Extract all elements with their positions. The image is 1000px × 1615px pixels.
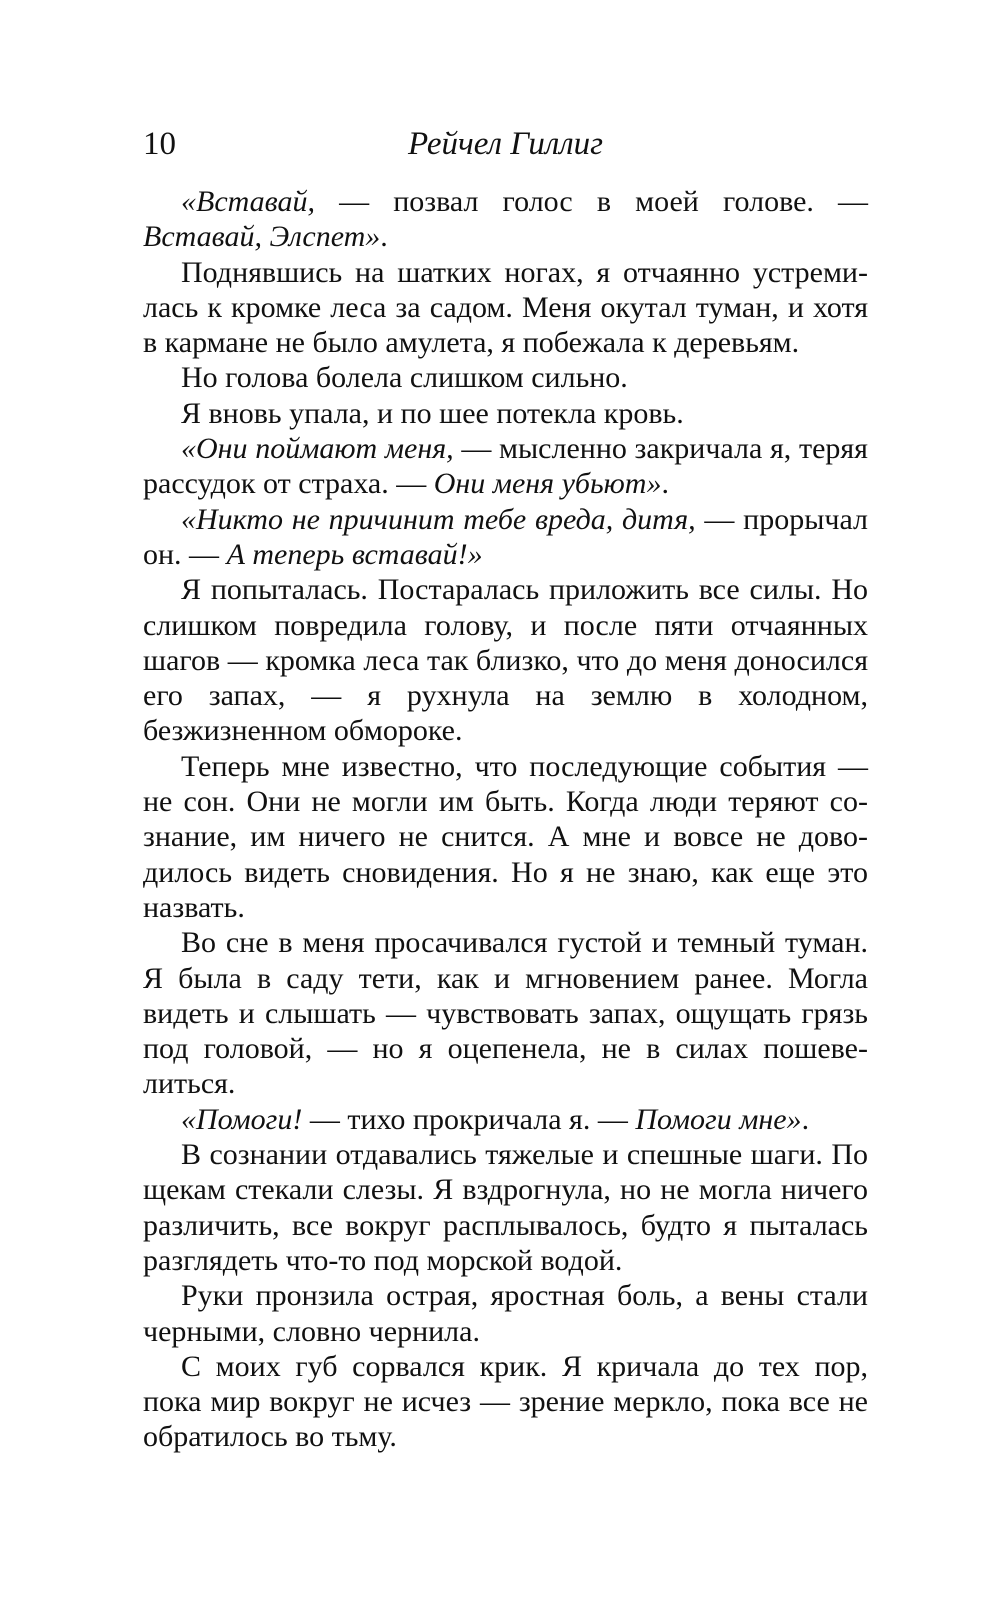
- paragraph: [143, 1137, 868, 1278]
- paragraph: [143, 431, 868, 502]
- italic-text-segment: А теперь вставай!»: [226, 537, 483, 571]
- paragraph: [143, 925, 868, 1101]
- running-title: Рейчел Гиллиг: [407, 126, 604, 162]
- italic-text-segment: Они меня убьют»: [433, 467, 662, 501]
- text-segment: — тихо прокричала я. —: [309, 1102, 636, 1136]
- page-number: 10: [143, 126, 176, 162]
- paragraph: [143, 1278, 868, 1349]
- text-segment: .: [661, 467, 669, 501]
- text-segment: С моих губ сорвался крик. Я кричала до тех пор, пока мир вокруг не исчез — зрение меркло, пока все не обратилось во тьму.: [143, 1349, 868, 1454]
- text-segment: — прорычал он. —: [143, 502, 868, 571]
- body-text: [143, 184, 868, 1455]
- text-segment: Я вновь упала, и по шее потекла кровь.: [181, 396, 684, 430]
- text-segment: Во сне в меня просачивался густой и темный туман. Я была в саду тети, как и мгновением ранее. Могла видеть и слышать — чувствовать запах, ощущать грязь под головой, — но я оцепенела, не в силах пошевелиться.: [143, 926, 868, 1101]
- text-segment: Теперь мне известно, что последующие события — не сон. Они не могли им быть. Когда люди теряют сознание, им ничего не снится. А мне и вовсе не доводилось видеть сновидения. Но я не знаю, как еще это назвать.: [143, 749, 868, 924]
- italic-text-segment: Вставай, Элспет»: [143, 220, 381, 254]
- text-segment: Руки пронзила острая, яростная боль, а вены стали черными, словно чернила.: [143, 1279, 868, 1348]
- book-page: [143, 118, 868, 1455]
- paragraph: [143, 360, 868, 395]
- paragraph: [143, 502, 868, 573]
- paragraph: [143, 749, 868, 925]
- paragraph: [143, 396, 868, 431]
- text-segment: Но голова болела слишком сильно.: [181, 361, 628, 395]
- paragraph: [143, 1349, 868, 1455]
- text-segment: — мысленно закричала я, теряя рассудок от страха. —: [143, 432, 868, 501]
- text-segment: Поднявшись на шатких ногах, я отчаянно устремилась к кромке леса за садом. Меня окутал туман, и хотя в кармане не было амулета, я побежала к деревьям.: [143, 255, 868, 360]
- italic-text-segment: Помоги мне»: [635, 1102, 802, 1136]
- running-head: [143, 118, 868, 170]
- paragraph: [143, 255, 868, 361]
- paragraph: [143, 1102, 868, 1137]
- text-segment: Я попыталась. Постаралась приложить все силы. Но слишком повредила голову, и после пяти отчаянных шагов — кромка леса так близко, что до меня доносился его запах, — я рухнула на землю в холодном, безжизненном обмороке.: [143, 573, 868, 748]
- italic-text-segment: «Вставай,: [181, 185, 340, 218]
- italic-text-segment: «Никто не причинит тебе вреда, дитя,: [181, 502, 705, 536]
- paragraph: [143, 572, 868, 748]
- text-segment: В сознании отдавались тяжелые и спешные шаги. По щекам стекали слезы. Я вздрогнула, но не могла ничего различить, все вокруг расплывалось, будто я пыталась разглядеть что-то под морской водой.: [143, 1138, 868, 1277]
- paragraph: [143, 184, 868, 255]
- italic-text-segment: «Помоги!: [181, 1102, 310, 1136]
- text-segment: .: [380, 220, 388, 254]
- italic-text-segment: «Они поймают меня,: [181, 432, 462, 466]
- text-segment: .: [801, 1102, 810, 1136]
- text-segment: — позвал голос в моей голове. —: [339, 185, 868, 218]
